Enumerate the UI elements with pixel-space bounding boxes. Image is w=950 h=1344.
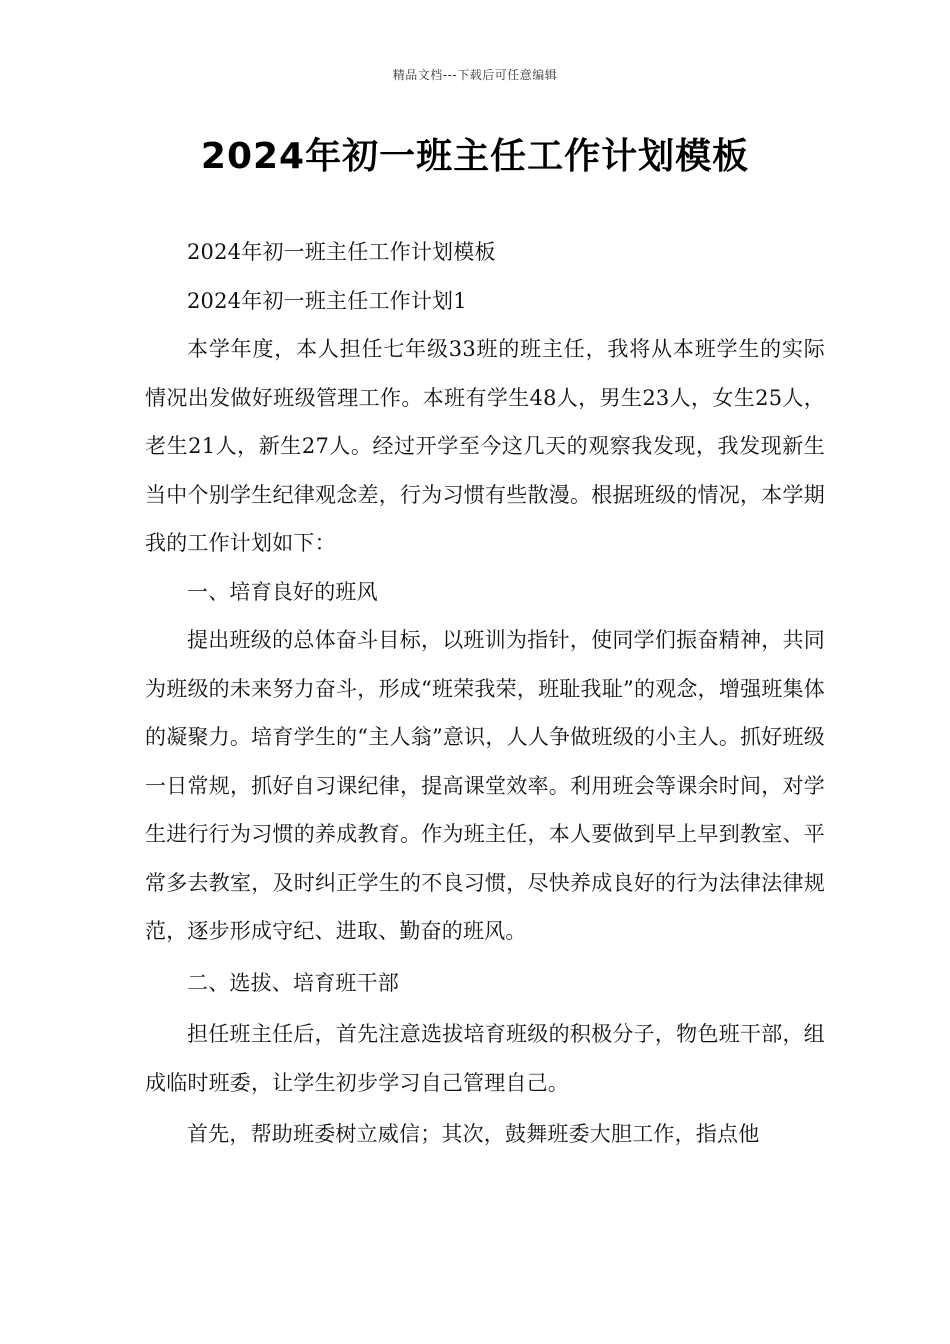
paragraph-section-2-continued: 首先，帮助班委树立威信；其次，鼓舞班委大胆工作，指点他 — [187, 1122, 760, 1146]
paragraph-section-2: 担任班主任后，首先注意选拔培育班级的积极分子，物色班干部，组成临时班委，让学生初步学习自己管理自己。 — [145, 1022, 825, 1095]
paragraph-section-1: 提出班级的总体奋斗目标，以班训为指针，使同学们振奋精神，共同为班级的未来努力奋斗，形成“班荣我荣，班耻我耻”的观念，增强班集体的凝聚力。培育学生的“主人翁”意识，人人争做班级的小主人。抓好班级一日常规，抓好自习课纪律，提高课堂效率。利用班会等课余时间，对学生进行行为习惯的养成教育。作为班主任，本人要做到早上早到教室、平常多去教室，及时纠正学生的不良习惯，尽快养成良好的行为法律法律规范，逐步形成守纪、进取、勤奋的班风。 — [145, 628, 825, 943]
section-heading-1: 一、培育良好的班风 — [187, 579, 378, 604]
paragraph-subtitle: 2024年初一班主任工作计划模板 — [187, 240, 496, 264]
paragraph-intro: 本学年度，本人担任七年级33班的班主任，我将从本班学生的实际情况出发做好班级管理工作。本班有学生48人，男生23人，女生25人，老生21人，新生27人。经过开学至今这几天的观察我发现，我发现新生当中个别学生纪律观念差，行为习惯有些散漫。根据班级的情况，本学期我的工作计划如下： — [145, 337, 825, 555]
document-title: 2024年初一班主任工作计划模板 — [200, 136, 750, 177]
paragraph-plan-heading: 2024年初一班主任工作计划1 — [187, 288, 467, 313]
document-body — [145, 228, 825, 1159]
section-heading-2: 二、选拔、培育班干部 — [187, 970, 399, 995]
header-note: 精品文档---下载后可任意编辑 — [392, 68, 558, 82]
